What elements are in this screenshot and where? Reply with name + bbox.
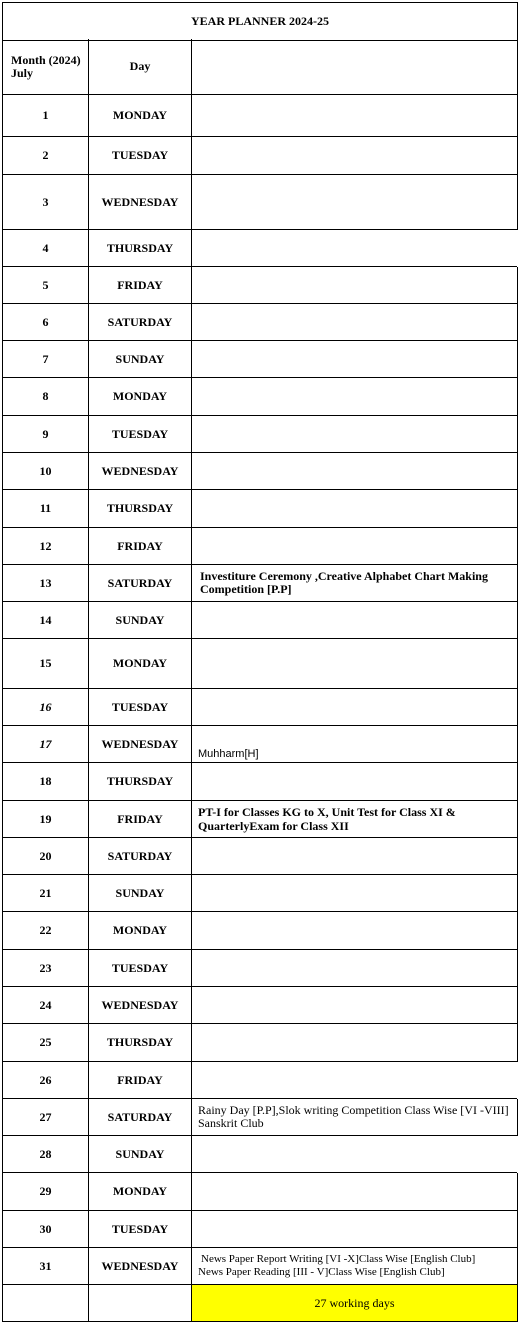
day-cell: THURSDAY — [88, 490, 191, 528]
event-cell — [191, 1024, 518, 1062]
planner-row — [2, 416, 518, 453]
event-cell — [191, 137, 518, 175]
planner-row — [2, 95, 518, 137]
event-header — [191, 39, 518, 95]
planner-row — [2, 1211, 518, 1248]
planner-row — [2, 490, 518, 528]
planner-row — [2, 602, 518, 639]
date-cell: 12 — [2, 528, 88, 565]
event-cell — [191, 1173, 518, 1211]
day-cell: MONDAY — [88, 1173, 191, 1211]
planner-row — [2, 1062, 518, 1099]
planner-row — [2, 950, 518, 987]
date-cell: 18 — [2, 763, 88, 801]
date-cell: 31 — [2, 1248, 88, 1285]
date-cell: 14 — [2, 602, 88, 639]
day-cell: TUESDAY — [88, 1211, 191, 1248]
event-cell — [191, 1248, 518, 1285]
day-cell: SATURDAY — [88, 1099, 191, 1136]
event-cell: Rainy Day [P.P],Slok writing Competition Class Wise [VI -VIII] Sanskrit Club — [191, 1099, 518, 1136]
event-cell — [191, 875, 518, 912]
date-cell: 19 — [2, 801, 88, 838]
planner-row — [2, 763, 518, 801]
event-cell: Investiture Ceremony ,Creative Alphabet Chart Making Competition [P.P] — [191, 565, 518, 602]
day-cell: WEDNESDAY — [88, 453, 191, 490]
date-cell: 24 — [2, 987, 88, 1024]
day-cell: WEDNESDAY — [88, 987, 191, 1024]
date-cell: 23 — [2, 950, 88, 987]
planner-row — [2, 1024, 518, 1062]
date-cell: 27 — [2, 1099, 88, 1136]
event-line: News Paper Reading [III - V]Class Wise [English Club] — [198, 1266, 445, 1278]
day-cell: WEDNESDAY — [88, 175, 191, 230]
day-cell: SUNDAY — [88, 875, 191, 912]
day-cell: FRIDAY — [88, 801, 191, 838]
date-cell: 26 — [2, 1062, 88, 1099]
day-cell: MONDAY — [88, 912, 191, 950]
event-cell — [191, 304, 518, 341]
date-cell: 30 — [2, 1211, 88, 1248]
planner-row — [2, 801, 518, 838]
event-cell — [191, 1211, 518, 1248]
day-cell: SUNDAY — [88, 602, 191, 639]
date-cell: 29 — [2, 1173, 88, 1211]
planner-row — [2, 1248, 518, 1285]
event-cell — [191, 341, 518, 378]
day-cell: TUESDAY — [88, 689, 191, 726]
planner-row — [2, 453, 518, 490]
event-cell — [191, 95, 518, 137]
planner-row — [2, 1099, 518, 1136]
planner-title: YEAR PLANNER 2024-25 — [2, 2, 518, 41]
date-cell: 3 — [2, 175, 88, 230]
day-header: Day — [88, 39, 191, 95]
day-cell: TUESDAY — [88, 416, 191, 453]
event-cell — [191, 416, 518, 453]
day-cell: SUNDAY — [88, 341, 191, 378]
planner-row — [2, 1136, 518, 1173]
date-cell: 13 — [2, 565, 88, 602]
day-cell: TUESDAY — [88, 137, 191, 175]
date-cell: 28 — [2, 1136, 88, 1173]
day-cell: WEDNESDAY — [88, 1248, 191, 1285]
date-cell: 15 — [2, 639, 88, 689]
planner-row — [2, 230, 518, 267]
month-name-label: July — [11, 65, 34, 80]
event-cell — [191, 987, 518, 1024]
planner-row — [2, 875, 518, 912]
date-cell: 10 — [2, 453, 88, 490]
day-cell: FRIDAY — [88, 1062, 191, 1099]
day-cell: THURSDAY — [88, 763, 191, 801]
event-line: News Paper Report Writing [VI -X]Class Wise [English Club] — [201, 1253, 476, 1265]
header-row — [2, 39, 518, 95]
day-cell: THURSDAY — [88, 230, 191, 267]
date-cell: 5 — [2, 267, 88, 304]
planner-row — [2, 565, 518, 602]
day-cell: FRIDAY — [88, 528, 191, 565]
event-cell — [191, 490, 518, 528]
event-cell: PT-I for Classes KG to X, Unit Test for Class XI & QuarterlyExam for Class XII — [191, 801, 518, 838]
planner-row — [2, 987, 518, 1024]
planner-row — [2, 175, 518, 230]
event-cell — [191, 528, 518, 565]
event-cell — [191, 639, 518, 689]
event-cell — [191, 378, 518, 416]
month-year-label: Month (2024) — [11, 52, 81, 67]
empty-cell — [2, 1285, 88, 1322]
day-cell: SATURDAY — [88, 304, 191, 341]
planner-row — [2, 304, 518, 341]
planner-row — [2, 1173, 518, 1211]
event-cell — [191, 453, 518, 490]
date-cell: 11 — [2, 490, 88, 528]
event-cell — [191, 950, 518, 987]
event-cell — [191, 267, 518, 304]
day-cell: MONDAY — [88, 639, 191, 689]
date-cell: 20 — [2, 838, 88, 875]
planner-row — [2, 639, 518, 689]
date-cell: 22 — [2, 912, 88, 950]
day-cell: FRIDAY — [88, 267, 191, 304]
date-cell: 6 — [2, 304, 88, 341]
planner-row — [2, 267, 518, 304]
date-cell: 17 — [2, 726, 88, 763]
date-cell: 9 — [2, 416, 88, 453]
day-cell: SATURDAY — [88, 838, 191, 875]
date-cell: 25 — [2, 1024, 88, 1062]
planner-row — [2, 689, 518, 726]
event-cell — [191, 230, 517, 267]
date-cell: 21 — [2, 875, 88, 912]
working-days-summary: 27 working days — [191, 1285, 518, 1322]
day-cell: WEDNESDAY — [88, 726, 191, 763]
day-cell: MONDAY — [88, 378, 191, 416]
event-cell — [191, 763, 518, 801]
planner-row — [2, 838, 518, 875]
event-cell — [191, 175, 518, 230]
month-header — [2, 39, 88, 95]
date-cell: 1 — [2, 95, 88, 137]
date-cell: 2 — [2, 137, 88, 175]
day-cell: THURSDAY — [88, 1024, 191, 1062]
event-cell — [191, 1062, 517, 1099]
date-cell: 4 — [2, 230, 88, 267]
summary-row — [2, 1285, 518, 1322]
day-cell: MONDAY — [88, 95, 191, 137]
event-cell — [191, 602, 518, 639]
planner-row — [2, 378, 518, 416]
empty-cell — [88, 1285, 191, 1322]
day-cell: SATURDAY — [88, 565, 191, 602]
planner-row — [2, 528, 518, 565]
day-cell: TUESDAY — [88, 950, 191, 987]
event-cell — [191, 912, 518, 950]
planner-row — [2, 912, 518, 950]
date-cell: 16 — [2, 689, 88, 726]
event-cell — [191, 1136, 517, 1173]
event-cell — [191, 838, 518, 875]
date-cell: 8 — [2, 378, 88, 416]
planner-row — [2, 726, 518, 763]
planner-row — [2, 341, 518, 378]
event-cell — [191, 689, 518, 726]
date-cell: 7 — [2, 341, 88, 378]
day-cell: SUNDAY — [88, 1136, 191, 1173]
planner-row — [2, 137, 518, 175]
event-cell: Muhharm[H] — [191, 726, 518, 763]
